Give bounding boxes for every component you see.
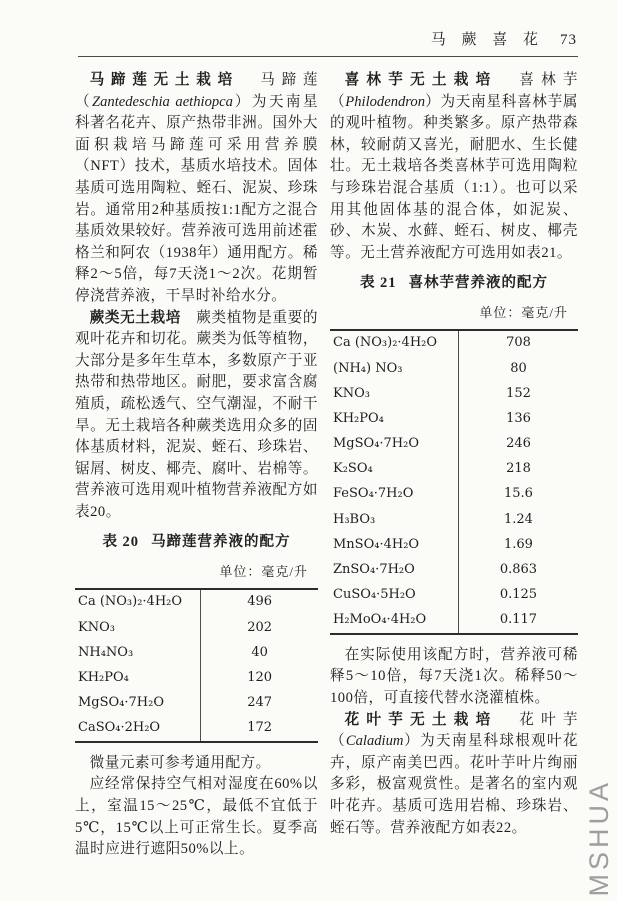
paragraph xyxy=(330,710,578,840)
table-20-title xyxy=(75,532,318,554)
table-row xyxy=(75,640,318,665)
table-20-label: 表 20 xyxy=(102,534,140,551)
paragraph xyxy=(330,645,578,710)
formula-cell: ZnSO₄·7H₂O xyxy=(330,557,459,582)
entry-heading: 马蹄莲无土栽培 xyxy=(89,72,239,88)
formula-cell: KNO₃ xyxy=(330,381,459,406)
watermark: MSHUA xyxy=(584,779,614,897)
body-text: ）为天南星科喜林芋属的观叶植物。种类繁多。原产热带森林，较耐荫又喜光，耐肥水、生长健壮。无土栽培各类喜林芋可选用陶粒与珍珠岩混合基质（1:1）。也可以采用其他固体基的混合体，如泥炭、砂、木炭、水藓、蛭石、树皮、椰壳等。无土营养液配方可选用如表21。 xyxy=(330,93,578,261)
formula-cell: KNO₃ xyxy=(75,615,201,640)
table-21-unit: 单位：毫克/升 xyxy=(479,304,568,320)
value-cell: 708 xyxy=(506,335,531,351)
table-21-body xyxy=(330,329,578,635)
paragraph xyxy=(75,308,318,524)
paragraph xyxy=(75,70,318,308)
table-row xyxy=(330,532,578,557)
table-21-label: 表 21 xyxy=(359,275,397,292)
table-row xyxy=(330,406,578,431)
formula-cell: H₃BO₃ xyxy=(330,507,459,532)
formula-cell: MnSO₄·4H₂O xyxy=(330,532,459,557)
table-row xyxy=(330,507,578,532)
formula-cell: Ca (NO₃)₂·4H₂O xyxy=(330,331,459,356)
entry-heading: 蕨类无土栽培 xyxy=(89,309,182,326)
running-header-title: 马 蕨 喜 花 xyxy=(430,32,544,48)
value-cell: 496 xyxy=(247,594,273,610)
table-row xyxy=(330,557,578,582)
table-21-title xyxy=(330,273,578,295)
value-cell: 0.863 xyxy=(499,562,538,578)
table-row xyxy=(330,381,578,406)
table-row xyxy=(75,615,318,640)
body-text: 花叶芋（ xyxy=(330,711,578,750)
value-cell: 1.24 xyxy=(504,511,533,527)
table-row xyxy=(330,582,578,607)
latin-species-name: Philodendron xyxy=(345,93,426,110)
body-text: 蕨类植物是重要的观叶花卉和切花。蕨类为低等植物，大部分是多年生草本，多数原产于亚热带和热带地区。耐肥，要求富含腐殖质，疏松透气、空气潮湿，不耐干旱。无土栽培各种蕨类选用众多的固体基质材料，泥炭、蛭石、珍珠岩、锯屑、树皮、椰壳、腐叶、岩棉等。营养液可选用观叶植物营养液配方如表20。 xyxy=(75,309,318,520)
value-cell: 246 xyxy=(506,436,531,452)
left-paragraphs-after xyxy=(75,753,318,861)
latin-species-name: Caladium xyxy=(345,733,404,750)
table-row xyxy=(75,716,318,741)
table-row xyxy=(330,608,578,633)
running-header xyxy=(431,28,577,49)
formula-cell: NH₄NO₃ xyxy=(75,640,201,665)
value-cell: 172 xyxy=(247,720,273,736)
table-row xyxy=(75,665,318,690)
formula-cell: H₂MoO₄·4H₂O xyxy=(330,608,459,633)
table-row xyxy=(330,482,578,507)
left-column xyxy=(75,70,318,861)
formula-cell: MgSO₄·7H₂O xyxy=(75,690,201,715)
formula-cell: (NH₄) NO₃ xyxy=(330,356,459,381)
value-cell: 80 xyxy=(510,360,527,376)
page-number: 73 xyxy=(560,32,577,48)
body-text: ）为天南星科球根观叶花卉，原产南美巴西。花叶芋叶片绚丽多彩，极富观赏性。是著名的室内观叶花卉。基质可选用岩棉、珍珠岩、蛭石等。营养液配方如表22。 xyxy=(330,733,578,836)
formula-cell: CaSO₄·2H₂O xyxy=(75,716,201,741)
value-cell: 152 xyxy=(506,385,531,401)
value-cell: 218 xyxy=(506,461,531,477)
table-row xyxy=(75,690,318,715)
entry-heading: 喜林芋无土栽培 xyxy=(344,72,498,88)
table-21-caption: 喜林芋营养液的配方 xyxy=(408,275,549,292)
value-cell: 247 xyxy=(247,695,273,711)
table-20-caption: 马蹄莲营养液的配方 xyxy=(151,534,291,551)
body-text: 应经常保持空气相对湿度在60%以上，室温15～25℃，最低不宜低于5℃，15℃以上可正常生长。夏季高温时应进行遮阳50%以上。 xyxy=(75,776,318,858)
value-cell: 15.6 xyxy=(504,486,533,502)
table-20-unit: 单位：毫克/升 xyxy=(219,564,308,580)
table-20-body xyxy=(75,588,318,743)
entry-heading: 花叶芋无土栽培 xyxy=(344,711,498,728)
formula-cell: KH₂PO₄ xyxy=(75,665,201,690)
table-row xyxy=(330,331,578,356)
formula-cell: Ca (NO₃)₂·4H₂O xyxy=(75,590,201,615)
formula-cell: FeSO₄·7H₂O xyxy=(330,482,459,507)
value-cell: 1.69 xyxy=(504,536,533,552)
right-paragraphs-before xyxy=(330,70,578,264)
value-cell: 136 xyxy=(506,410,531,426)
left-paragraphs-before xyxy=(75,70,318,523)
paragraph xyxy=(330,70,578,264)
formula-cell: MgSO₄·7H₂O xyxy=(330,431,459,456)
formula-cell: CuSO₄·5H₂O xyxy=(330,582,459,607)
right-column xyxy=(330,70,578,861)
value-cell: 202 xyxy=(247,619,273,635)
table-row xyxy=(330,431,578,456)
value-cell: 120 xyxy=(247,670,273,686)
formula-cell: KH₂PO₄ xyxy=(330,406,459,431)
table-row xyxy=(330,456,578,481)
header-rule xyxy=(78,56,578,57)
body-text: 马蹄莲（ xyxy=(75,72,318,110)
text-columns xyxy=(75,70,578,861)
table-20 xyxy=(75,532,318,742)
formula-cell: K₂SO₄ xyxy=(330,456,459,481)
paragraph xyxy=(75,774,318,860)
body-text: 喜林芋（ xyxy=(330,72,578,110)
right-paragraphs-after xyxy=(330,645,578,839)
value-cell: 0.125 xyxy=(499,587,538,603)
table-row xyxy=(75,590,318,615)
body-text: ）为天南星科著名花卉、原产热带非洲。国外大面积栽培马蹄莲可采用营养膜（NFT）技术，基质水培技术。固体基质可选用陶粒、蛭石、泥炭、珍珠岩。通常用2种基质按1:1配方之混合基质效果较好。营养液可选用前述霍格兰和阿农（1938年）通用配方。稀释2～5倍，每7天浇1～2次。花期暂停浇营养液，干旱时补给水分。 xyxy=(75,93,318,304)
latin-species-name: Zantedeschia aethiopca xyxy=(92,93,233,110)
value-cell: 0.117 xyxy=(499,612,538,628)
body-text: 在实际使用该配方时，营养液可稀释5～10倍，每7天浇1次。稀释50～100倍，可直接代替水浇灌植株。 xyxy=(330,646,578,706)
table-row xyxy=(330,356,578,381)
table-21 xyxy=(330,273,578,634)
body-text: 微量元素可参考通用配方。 xyxy=(89,754,271,771)
paragraph xyxy=(75,753,318,775)
value-cell: 40 xyxy=(251,644,268,660)
